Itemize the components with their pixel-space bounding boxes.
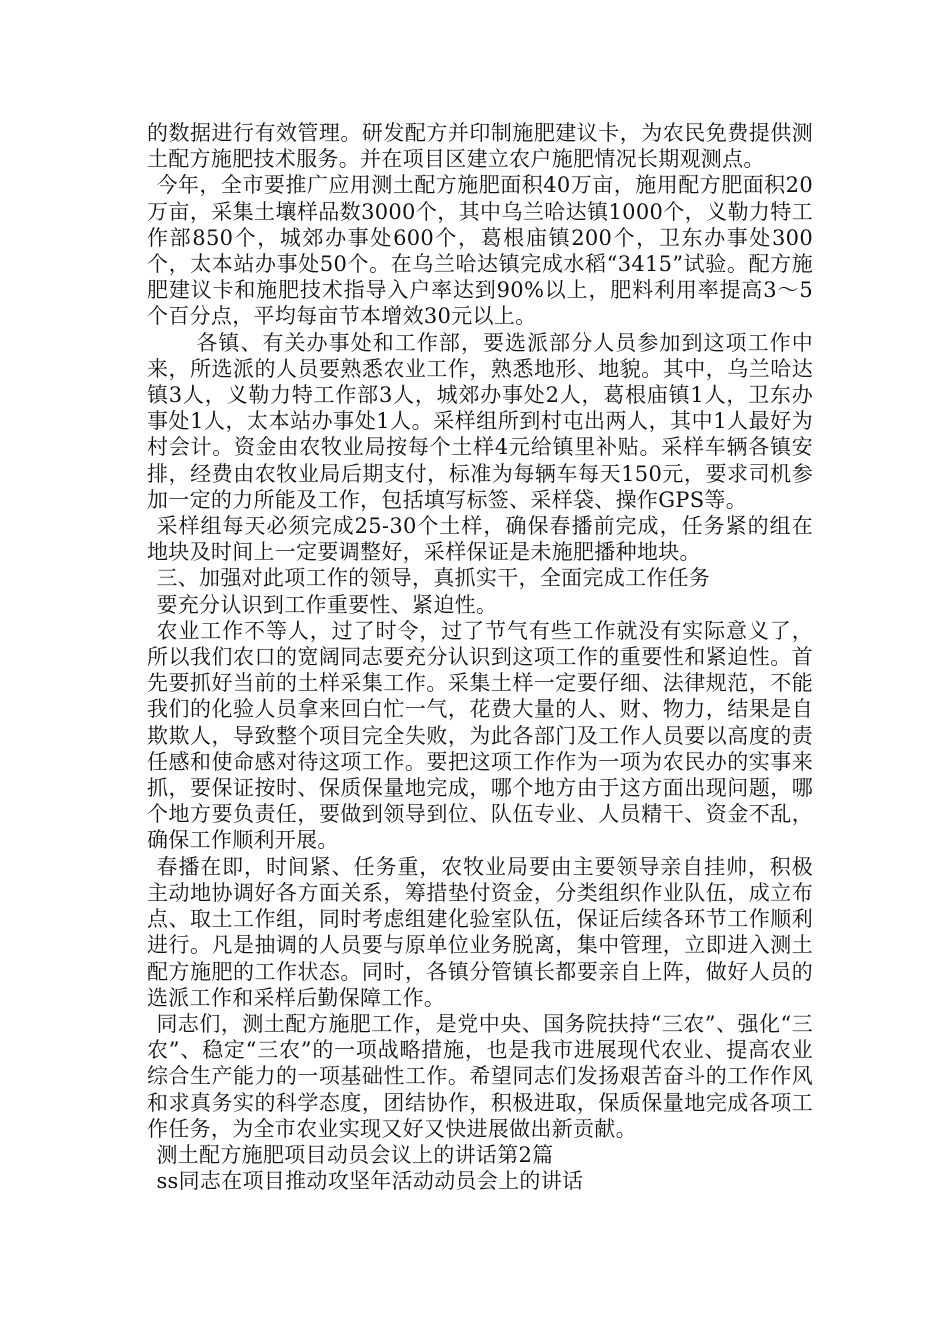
paragraph-4: 采样组每天必须完成25-30个土样，确保春播前完成，任务紧的组在地块及时间上一定要调整好，采样保证是未施肥播种地块。 xyxy=(147,514,813,565)
paragraph-7: 春播在即，时间紧、任务重，农牧业局要由主要领导亲自挂帅，积极主动地协调好各方面关系，筹措垫付资金，分类组织作业队伍，成立布点、取土工作组，同时考虑组建化验室队伍，保证后续各环节工作顺利进行。凡是抽调的人员要与原单位业务脱离，集中管理，立即进入测土配方施肥的工作状态。同时，各镇分管镇长都要亲自上阵，做好人员的选派工作和采样后勤保障工作。 xyxy=(147,854,813,1010)
article-title: 测土配方施肥项目动员会议上的讲话第2篇 xyxy=(156,1142,554,1167)
paragraph-3: 各镇、有关办事处和工作部，要选派部分人员参加到这项工作中来，所选派的人员要熟悉农业工作，熟悉地形、地貌。其中，乌兰哈达镇3人，义勒力特工作部3人，城郊办事处2人，葛根庙镇1人，卫东办事处1人，太本站办事处1人。采样组所到村屯出两人，其中1人最好为村会计。资金由农牧业局按每个土样4元给镇里补贴。采样车辆各镇安排，经费由农牧业局后期支付，标准为每辆车每天150元，要求司机参加一定的力所能及工作，包括填写标签、采样袋、操作GPS等。 xyxy=(147,330,813,512)
paragraph-5: 要充分认识到工作重要性、紧迫性。 xyxy=(156,592,498,617)
paragraph-6: 农业工作不等人，过了时令，过了节气有些工作就没有实际意义了，所以我们农口的宽阔同志要充分认识到这项工作的重要性和紧迫性。首先要抓好当前的土样采集工作。采集土样一定要仔细、法律规范，不能我们的化验人员拿来回白忙一气，花费大量的人、财、物力，结果是自欺欺人，导致整个项目完全失败，为此各部门及工作人员要以高度的责任感和使命感对待这项工作。要把这项工作作为一项为农民办的实事来抓，要保证按时、保质保量地完成，哪个地方由于这方面出现问题，哪个地方要负责任，要做到领导到位、队伍专业、人员精干、资金不乱，确保工作顺利开展。 xyxy=(147,618,813,853)
document-body xyxy=(147,120,813,1194)
paragraph-8: 同志们，测土配方施肥工作，是党中央、国务院扶持“三农”、强化“三农”、稳定“三农”的一项战略措施，也是我市进展现代农业、提高农业综合生产能力的一项基础性工作。希望同志们发扬艰苦奋斗的工作作风和求真务实的科学态度，团结协作，积极进取，保质保量地完成各项工作任务，为全市农业实现又好又快进展做出新贡献。 xyxy=(147,1011,813,1141)
paragraph-1: 的数据进行有效管理。研发配方并印制施肥建议卡，为农民免费提供测土配方施肥技术服务。并在项目区建立农户施肥情况长期观测点。 xyxy=(147,121,813,172)
article-subtitle: ss同志在项目推动攻坚年活动动员会上的讲话 xyxy=(156,1169,584,1194)
section-heading: 三、加强对此项工作的领导，真抓实干，全面完成工作任务 xyxy=(156,566,711,591)
paragraph-2: 今年，全市要推广应用测土配方施肥面积40万亩，施用配方肥面积20万亩，采集土壤样品数3000个，其中乌兰哈达镇1000个，义勒力特工作部850个，城郊办事处600个，葛根庙镇200个，卫东办事处300个，太本站办事处50个。在乌兰哈达镇完成水稻“3415”试验。配方施肥建议卡和施肥技术指导入户率达到90%以上，肥料利用率提高3～5个百分点，平均每亩节本增效30元以上。 xyxy=(147,173,813,329)
